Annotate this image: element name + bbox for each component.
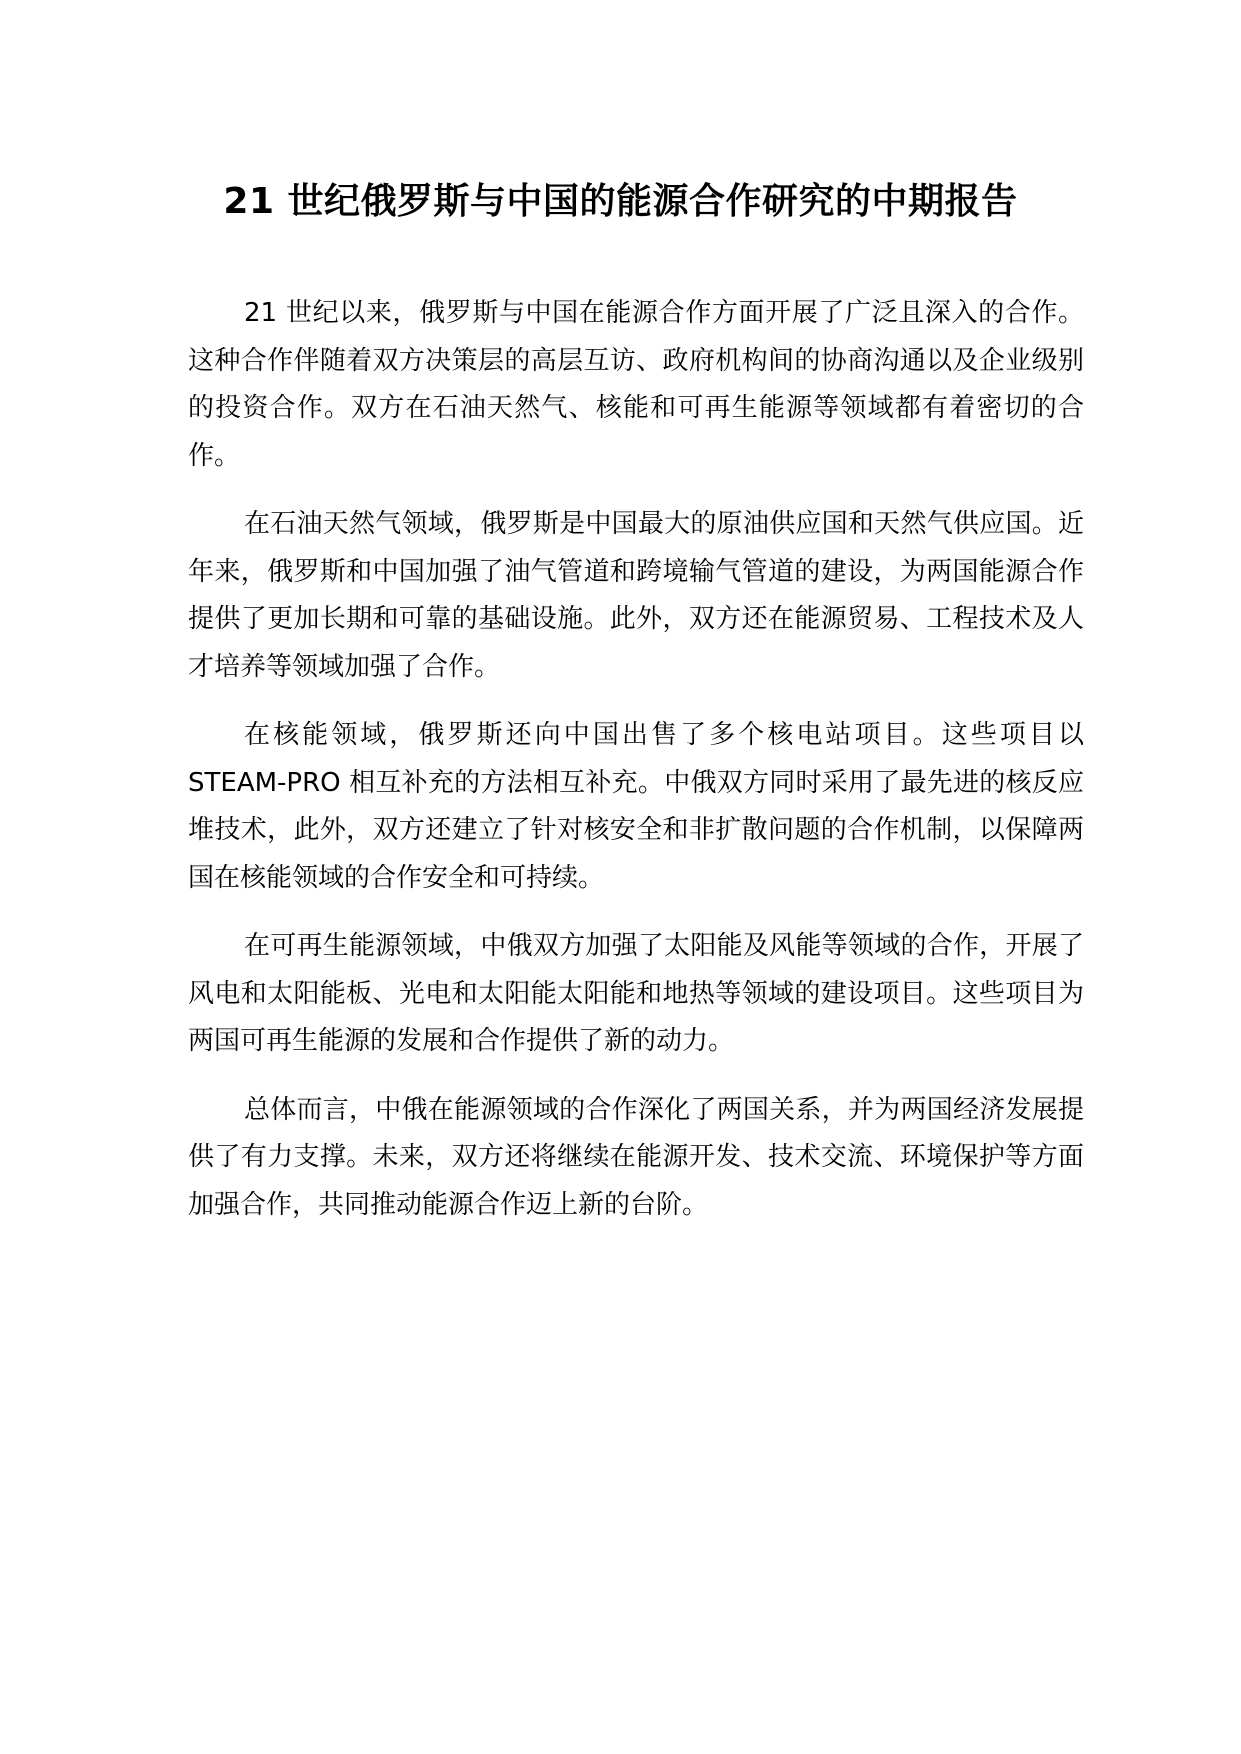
paragraph-renewable: 在可再生能源领域，中俄双方加强了太阳能及风能等领域的合作，开展了风电和太阳能板、光电和太阳能太阳能和地热等领域的建设项目。这些项目为两国可再生能源的发展和合作提供了新的动力。: [188, 931, 1084, 1056]
paragraph-intro: 21 世纪以来，俄罗斯与中国在能源合作方面开展了广泛且深入的合作。这种合作伴随着双方决策层的高层互访、政府机构间的协商沟通以及企业级别的投资合作。双方在石油天然气、核能和可再生能源等领域都有着密切的合作。: [188, 298, 1084, 471]
document-title: 21 世纪俄罗斯与中国的能源合作研究的中期报告: [223, 181, 1018, 222]
paragraph-summary: 总体而言，中俄在能源领域的合作深化了两国关系，并为两国经济发展提供了有力支撑。未来，双方还将继续在能源开发、技术交流、环境保护等方面加强合作，共同推动能源合作迈上新的台阶。: [188, 1094, 1084, 1220]
paragraph-nuclear: 在核能领域，俄罗斯还向中国出售了多个核电站项目。这些项目以 STEAM-PRO 相互补充的方法相互补充。中俄双方同时采用了最先进的核反应堆技术，此外，双方还建立了针对核安全和非扩散问题的合作机制，以保障两国在核能领域的合作安全和可持续。: [188, 720, 1084, 893]
paragraph-oil-gas: 在石油天然气领域，俄罗斯是中国最大的原油供应国和天然气供应国。近年来，俄罗斯和中国加强了油气管道和跨境输气管道的建设，为两国能源合作提供了更加长期和可靠的基础设施。此外，双方还在能源贸易、工程技术及人才培养等领域加强了合作。: [188, 509, 1084, 682]
document-body: [188, 290, 1084, 1250]
